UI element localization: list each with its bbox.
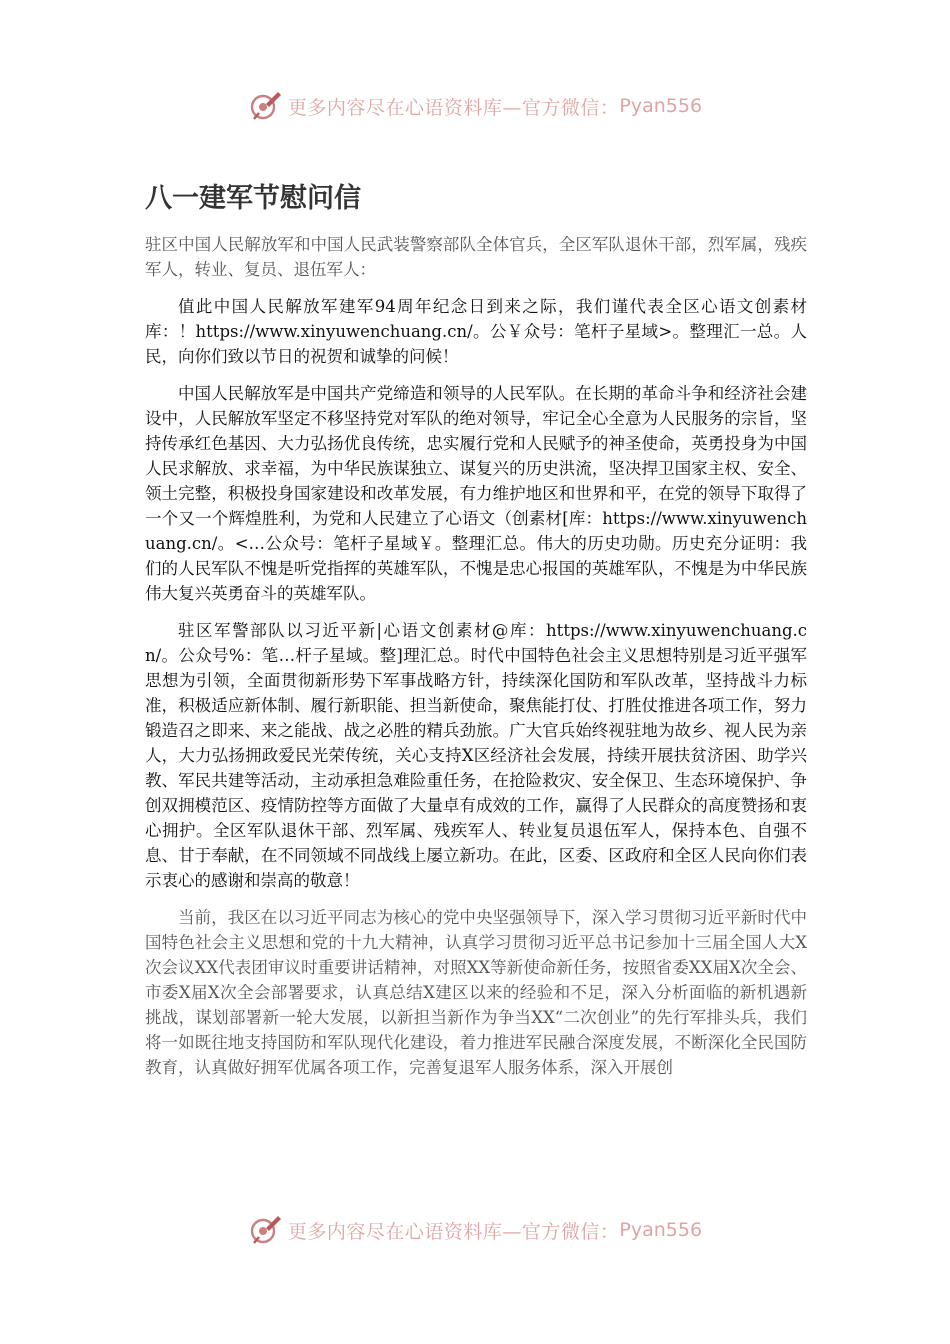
- banner-account: Pyan556: [619, 1219, 703, 1241]
- pen-logo-icon: [248, 89, 282, 123]
- banner-account: Pyan556: [619, 95, 703, 117]
- body-paragraph-4: 当前，我区在以习近平同志为核心的党中央坚强领导下，深入学习贯彻习近平新时代中国特色社会主义思想和党的十九大精神，认真学习贯彻习近平总书记参加十三届全国人大X次会议XX代表团审议时重要讲话精神，对照XX等新使命新任务，按照省委XX届X次全会、市委X届X次全会部署要求，认真总结X建区以来的经验和不足，深入分析面临的新机遇新挑战，谋划部署新一轮大发展，以新担当新作为争当XX“二次创业”的先行军排头兵，我们将一如既往地支持国防和军队现代化建设，着力推进军民融合深度发展，不断深化全民国防教育，认真做好拥军优属各项工作，完善复退军人服务体系，深入开展创: [145, 908, 807, 1077]
- footer-watermark-banner: [0, 1208, 950, 1252]
- document-body: [145, 232, 807, 1092]
- document-title: 八一建军节慰问信: [145, 183, 361, 214]
- body-paragraph-3: 驻区军警部队以习近平新|心语文创素材@库：https://www.xinyuwenchuang.cn/。公众号%：笔…杆子星域。整]理汇总。时代中国特色社会主义思想特别是习近平强军思想为引领，全面贯彻新形势下军事战略方针，持续深化国防和军队改革，坚持战斗力标准，积极适应新体制、履行新职能、担当新使命，聚焦能打仗、打胜仗推进各项工作，努力锻造召之即来、来之能战、战之必胜的精兵劲旅。广大官兵始终视驻地为故乡、视人民为亲人，大力弘扬拥政爱民光荣传统，关心支持X区经济社会发展，持续开展扶贫济困、助学兴教、军民共建等活动，主动承担急难险重任务，在抢险救灾、安全保卫、生态环境保护、争创双拥模范区、疫情防控等方面做了大量卓有成效的工作，赢得了人民群众的高度赞扬和衷心拥护。全区军队退休干部、烈军属、残疾军人、转业复员退伍军人，保持本色、自强不息、甘于奉献，在不同领域不同战线上屡立新功。在此，区委、区政府和全区人民向你们表示衷心的感谢和崇高的敬意！: [145, 621, 807, 890]
- header-watermark-banner: [0, 84, 950, 128]
- banner-text: 更多内容尽在心语资料库—官方微信：: [287, 96, 620, 119]
- pen-logo-icon: [248, 1213, 282, 1247]
- body-paragraph-2: 中国人民解放军是中国共产党缔造和领导的人民军队。在长期的革命斗争和经济社会建设中，人民解放军坚定不移坚持党对军队的绝对领导，牢记全心全意为人民服务的宗旨，坚持传承红色基因、大力弘扬优良传统，忠实履行党和人民赋予的神圣使命，英勇投身为中国人民求解放、求幸福，为中华民族谋独立、谋复兴的历史洪流，坚决捍卫国家主权、安全、领土完整，积极投身国家建设和改革发展，有力维护地区和世界和平，在党的领导下取得了一个又一个辉煌胜利，为党和人民建立了心语文（创素材[库：https://www.xinyuwenchuang.cn/。<…公众号：笔杆子星域￥。整理汇总。伟大的历史功勋。历史充分证明：我们的人民军队不愧是听党指挥的英雄军队，不愧是忠心报国的英雄军队，不愧是为中华民族伟大复兴英勇奋斗的英雄军队。: [145, 384, 807, 603]
- banner-text: 更多内容尽在心语资料库—官方微信：: [287, 1220, 620, 1243]
- salutation-paragraph: 驻区中国人民解放军和中国人民武装警察部队全体官兵，全区军队退休干部，烈军属，残疾军人，转业、复员、退伍军人：: [145, 235, 807, 279]
- body-paragraph-1: 值此中国人民解放军建军94周年纪念日到来之际，我们谨代表全区心语文创素材库：！https://www.xinyuwenchuang.cn/。公￥众号：笔杆子星域>。整理汇一总。人民，向你们致以节日的祝贺和诚挚的问候！: [145, 297, 807, 366]
